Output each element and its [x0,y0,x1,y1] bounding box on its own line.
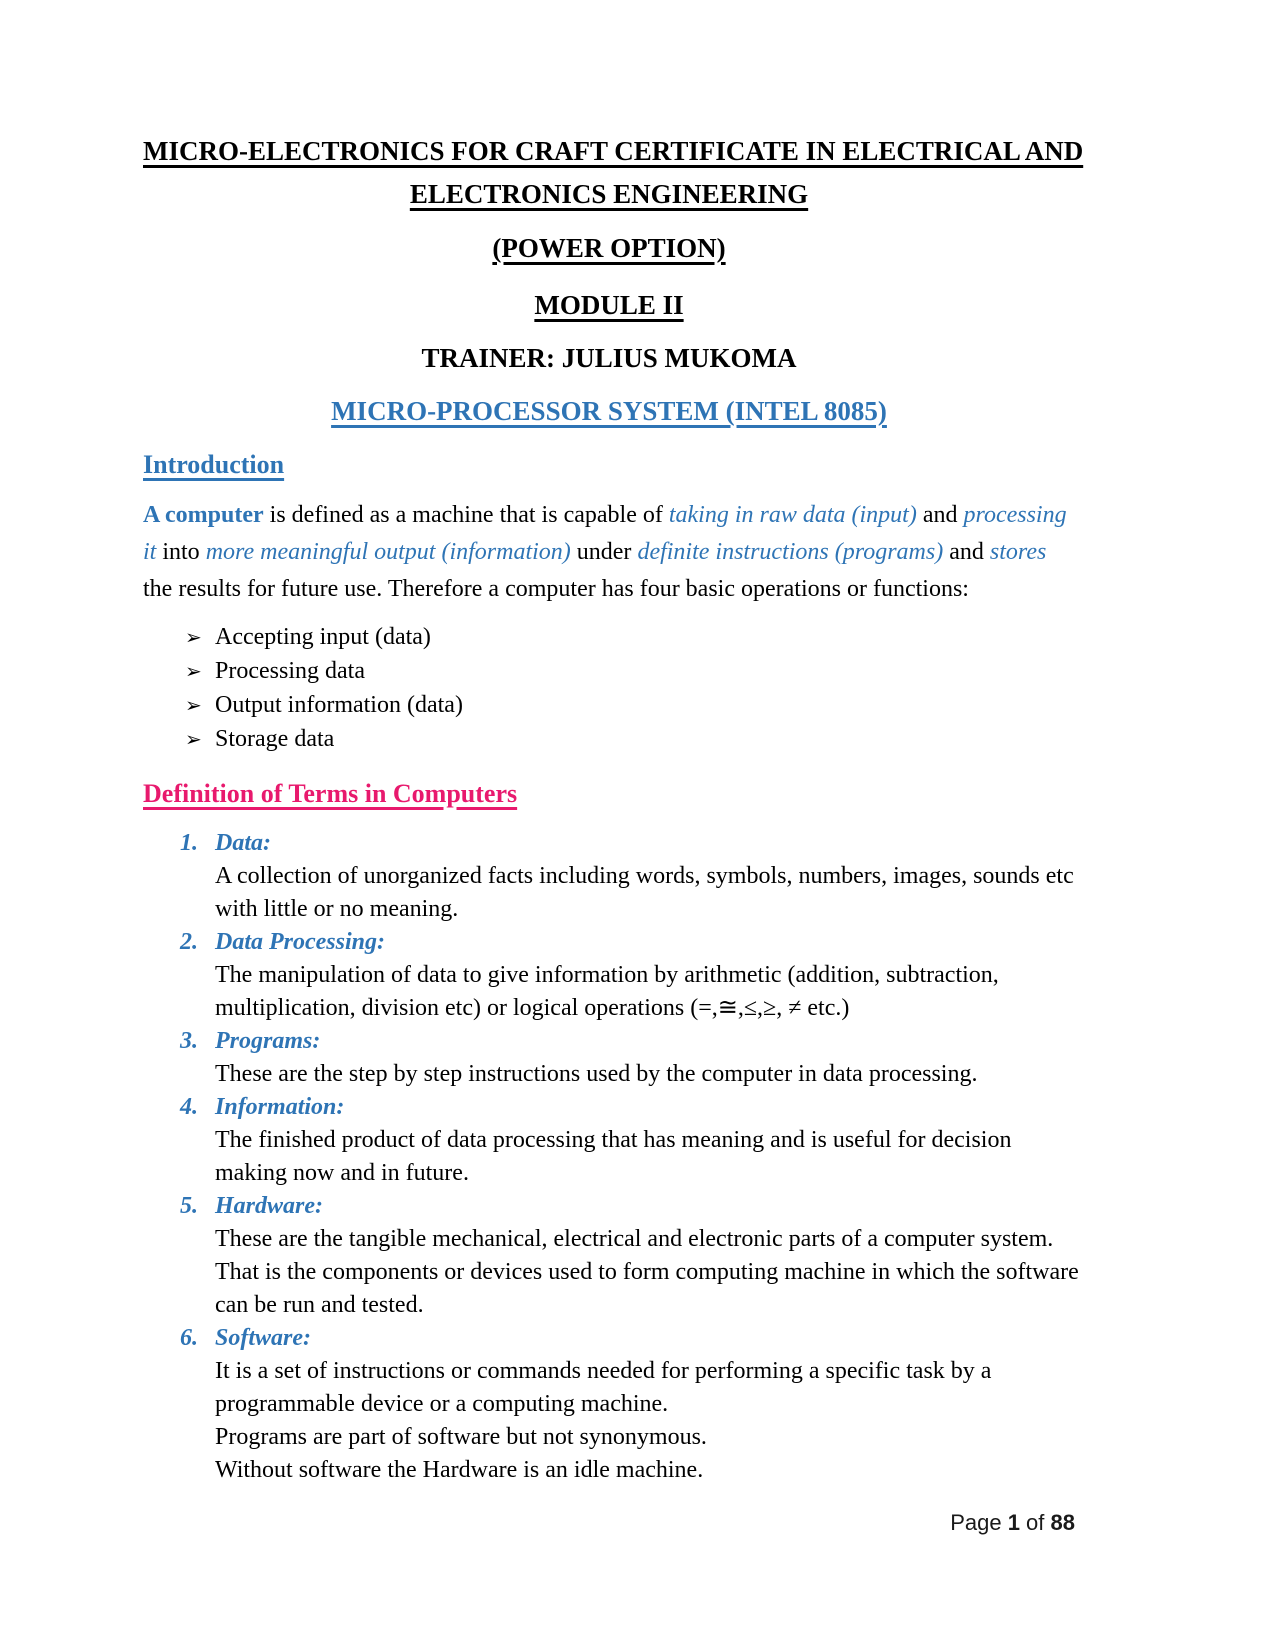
list-item [185,722,1075,756]
text-segment: under [570,539,638,565]
list-item-label: Accepting input (data) [215,624,431,650]
list-item [185,654,1075,688]
definition-body-line: These are the step by step instructions used by the computer in data processing. [215,1061,978,1087]
definition-term: Hardware: [215,1193,323,1219]
definition-term: Programs: [215,1028,321,1054]
definition-item [143,1091,1075,1190]
definition-term: Software: [215,1325,311,1351]
definition-number: 1. [180,830,198,856]
page-number-text: 88 [1050,1510,1075,1535]
list-item [185,620,1075,654]
definitions-heading: Definition of Terms in Computers [143,779,518,808]
list-item-label: Processing data [215,658,365,684]
text-segment: more meaningful output (information) [205,539,571,565]
definition-number: 3. [180,1028,198,1054]
definition-term: Data Processing: [215,929,385,955]
intro-paragraph [143,497,1075,608]
text-segment: taking in raw data (input) [668,502,917,528]
definition-body-line: A collection of unorganized facts including words, symbols, numbers, images, sounds etc [215,863,1074,889]
definition-body-line: The finished product of data processing that has meaning and is useful for decision [215,1127,1012,1153]
definition-term: Information: [215,1094,345,1120]
definition-body-line: making now and in future. [215,1160,469,1186]
definition-body-line: Without software the Hardware is an idle machine. [215,1457,704,1483]
trainer-heading: TRAINER: JULIUS MUKOMA [421,343,797,373]
course-title-heading: MICRO-PROCESSOR SYSTEM (INTEL 8085) [331,396,887,426]
definition-item [143,1190,1079,1322]
definition-item [143,926,1075,1025]
text-segment: is defined as a machine that is capable of [263,502,669,528]
definition-number: 5. [180,1193,198,1219]
document-title [143,130,1084,216]
definition-heading [143,1091,1075,1124]
definition-heading [143,926,1075,959]
page-number-text: 1 [1007,1510,1020,1535]
introduction-heading: Introduction [143,450,285,479]
text-segment: processing [963,502,1067,528]
definition-body-line: That is the components or devices used to form computing machine in which the software [215,1259,1079,1285]
definition-body-line: The manipulation of data to give information by arithmetic (addition, subtraction, [215,962,999,988]
definition-item [143,1025,1075,1091]
power-option-heading: (POWER OPTION) [492,233,726,263]
paragraph-line [143,497,1075,534]
text-segment: A computer [143,502,264,528]
title-line-1: MICRO-ELECTRONICS FOR CRAFT CERTIFICATE IN ELECTRICAL AND [143,136,1084,166]
definition-term: Data: [215,830,271,856]
arrow-bullet-icon: ➢ [185,659,202,683]
definition-heading [143,827,1075,860]
arrow-bullet-icon: ➢ [185,693,202,717]
definition-body-line: These are the tangible mechanical, electrical and electronic parts of a computer system. [215,1226,1054,1252]
definitions-list [143,827,1079,1487]
page-number-text: of [1019,1510,1051,1535]
definition-body-line: It is a set of instructions or commands needed for performing a specific task by a [215,1358,992,1384]
text-segment: into [156,539,206,565]
definition-item [143,827,1075,926]
page-footer [950,1510,1075,1536]
text-segment: stores [989,539,1047,565]
definition-number: 6. [180,1325,198,1351]
definition-heading [143,1025,1075,1058]
arrow-bullet-icon: ➢ [185,727,202,751]
text-segment: and [916,502,964,528]
paragraph-line [143,534,1075,571]
definition-number: 2. [180,929,198,955]
module-heading: MODULE II [534,290,684,320]
definition-item [143,1322,1075,1487]
definition-body-line: can be run and tested. [215,1292,424,1318]
arrow-bullet-icon: ➢ [185,625,202,649]
page-number-text: Page [950,1510,1008,1535]
definition-heading [143,1322,1075,1355]
definition-body-line: multiplication, division etc) or logical operations (=,≅,≤,≥, ≠ etc.) [215,995,850,1021]
definition-body-line: Programs are part of software but not synonymous. [215,1424,707,1450]
list-item [185,688,1075,722]
definition-body-line: with little or no meaning. [215,896,459,922]
title-line-2: ELECTRONICS ENGINEERING [409,179,809,209]
definition-body-line: programmable device or a computing machine. [215,1391,669,1417]
list-item-label: Storage data [215,726,335,752]
paragraph-line [143,571,1075,608]
text-segment: and [943,539,990,565]
operations-list [185,620,1075,756]
text-segment: it [143,539,157,565]
list-item-label: Output information (data) [215,692,463,718]
definition-number: 4. [180,1094,198,1120]
definition-heading [143,1190,1075,1223]
text-segment: the results for future use. Therefore a computer has four basic operations or functions: [143,576,969,602]
text-segment: definite instructions (programs) [637,539,944,565]
